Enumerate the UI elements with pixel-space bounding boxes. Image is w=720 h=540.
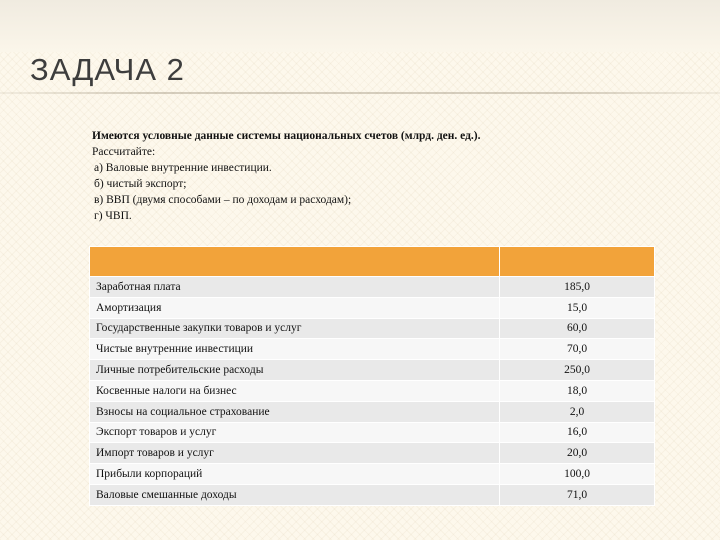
row-value: 250,0	[500, 360, 655, 381]
row-value: 70,0	[500, 339, 655, 360]
row-label: Экспорт товаров и услуг	[90, 422, 500, 443]
row-value: 15,0	[500, 297, 655, 318]
task-intro: Имеются условные данные системы национальных счетов (млрд. ден. ед.).	[92, 130, 481, 142]
row-value: 2,0	[500, 401, 655, 422]
table-row	[90, 380, 655, 401]
row-label: Импорт товаров и услуг	[90, 443, 500, 464]
table-row	[90, 360, 655, 381]
task-item-a: а) Валовые внутренние инвестиции.	[94, 162, 272, 174]
table-row	[90, 297, 655, 318]
accounts-table	[89, 246, 655, 506]
row-label: Амортизация	[90, 297, 500, 318]
header-cell-value	[500, 247, 655, 277]
slide-title: ЗАДАЧА 2	[30, 52, 185, 87]
row-value: 60,0	[500, 318, 655, 339]
table-row	[90, 484, 655, 505]
row-value: 185,0	[500, 277, 655, 298]
table-row	[90, 339, 655, 360]
row-label: Заработная плата	[90, 277, 500, 298]
task-text-block	[92, 128, 498, 224]
task-item-d: г) ЧВП.	[94, 210, 132, 222]
table-row	[90, 318, 655, 339]
task-item-b: б) чистый экспорт;	[94, 178, 187, 190]
row-value: 71,0	[500, 484, 655, 505]
task-item-c: в) ВВП (двумя способами – по доходам и расходам);	[94, 194, 352, 206]
table-row	[90, 401, 655, 422]
row-label: Взносы на социальное страхование	[90, 401, 500, 422]
row-label: Личные потребительские расходы	[90, 360, 500, 381]
row-value: 18,0	[500, 380, 655, 401]
table-header-row	[90, 247, 655, 277]
table-row	[90, 277, 655, 298]
row-label: Косвенные налоги на бизнес	[90, 380, 500, 401]
row-label: Валовые смешанные доходы	[90, 484, 500, 505]
row-value: 16,0	[500, 422, 655, 443]
slide-header-band	[0, 0, 720, 52]
table-row	[90, 443, 655, 464]
row-label: Чистые внутренние инвестиции	[90, 339, 500, 360]
table-row	[90, 422, 655, 443]
task-prompt: Рассчитайте:	[92, 146, 156, 158]
row-label: Прибыли корпораций	[90, 464, 500, 485]
row-value: 100,0	[500, 464, 655, 485]
title-divider	[0, 92, 720, 94]
header-cell-name	[90, 247, 500, 277]
table-row	[90, 464, 655, 485]
row-value: 20,0	[500, 443, 655, 464]
row-label: Государственные закупки товаров и услуг	[90, 318, 500, 339]
